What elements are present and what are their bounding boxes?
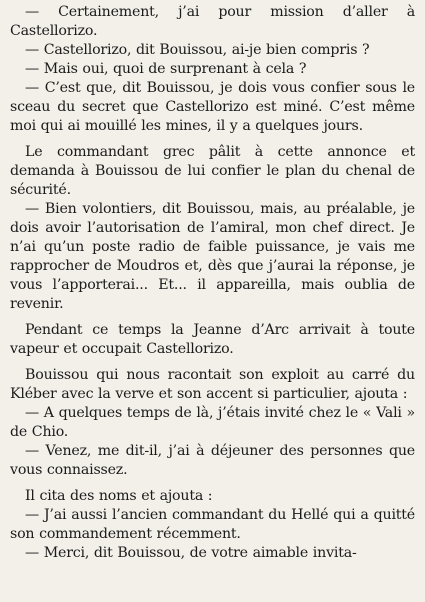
paragraph-8: Bouissou qui nous racontait son exploit au carré du Kléber avec la verve et son accent si particulier, ajouta : xyxy=(10,367,415,402)
paragraph-9: — A quelques temps de là, j’étais invité chez le « Vali » de Chio. xyxy=(10,405,415,440)
paragraph-6: — Bien volontiers, dit Bouissou, mais, au préalable, je dois avoir l’autorisation de l’amiral, mon chef direct. Je n’ai qu’un poste radio de faible puissance, je vais me rapprocher de Moudros et, dès que j’aurai la réponse, je vous l’apporterai... Et... il appareilla, mais oublia de revenir. xyxy=(10,201,415,312)
paragraph-4: — C’est que, dit Bouissou, je dois vous confier sous le sceau du secret que Castellorizo est miné. C’est même moi qui ai mouillé les mines, il y a quelques jours. xyxy=(10,80,415,134)
paragraph-13: — Merci, dit Bouissou, de votre aimable invita- xyxy=(25,545,357,561)
paragraph-5: Le commandant grec pâlit à cette annonce et demanda à Bouissou de lui confier le plan du chenal de sécurité. xyxy=(10,144,415,198)
paragraph-3: — Mais oui, quoi de surprenant à cela ? xyxy=(25,61,307,77)
paragraph-10: — Venez, me dit-il, j’ai à déjeuner des personnes que vous connaissez. xyxy=(10,443,415,478)
paragraph-11: Il cita des noms et ajouta : xyxy=(25,488,213,504)
paragraph-7: Pendant ce temps la Jeanne d’Arc arrivait à toute vapeur et occupait Castellorizo. xyxy=(10,322,415,357)
paragraph-12: — J’ai aussi l’ancien commandant du Hellé qui a quitté son commandement récemment. xyxy=(10,507,415,542)
paragraph-2: — Castellorizo, dit Bouissou, ai-je bien compris ? xyxy=(25,42,370,58)
paragraph-1: — Certainement, j’ai pour mission d’aller à Castellorizo. xyxy=(10,4,415,39)
